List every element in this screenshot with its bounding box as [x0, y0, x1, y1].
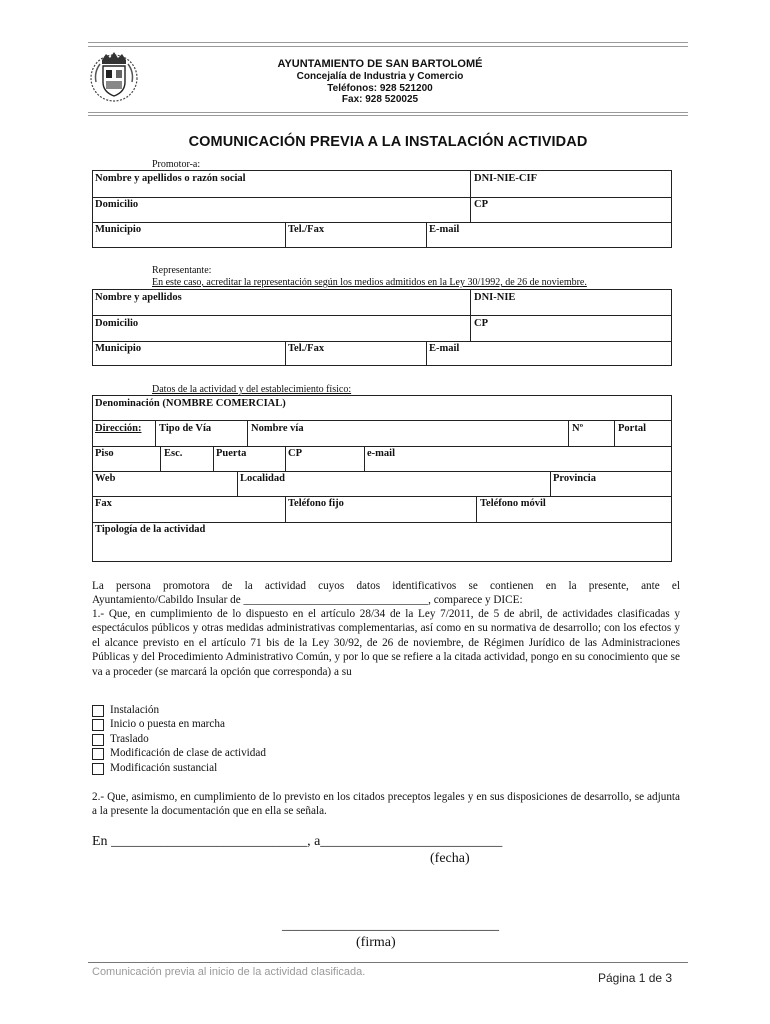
- page-title: COMUNICACIÓN PREVIA A LA INSTALACIÓN ACTIVIDAD: [188, 134, 588, 150]
- actividad-cp-field[interactable]: CP: [288, 448, 302, 459]
- representante-telfax-field[interactable]: Tel./Fax: [288, 343, 325, 354]
- promotor-city-field[interactable]: Municipio: [95, 224, 142, 235]
- firma-blank[interactable]: _______________________________: [282, 918, 499, 933]
- promotor-cp-field[interactable]: CP: [474, 199, 488, 210]
- org-name: AYUNTAMIENTO DE SAN BARTOLOMÉ: [277, 58, 483, 70]
- paragraph-1: 1.- Que, en cumplimiento de lo dispuesto en el artículo 28/34 de la Ley 7/2011, de 5 de abril, de actividades clasificadas y espectáculos públicos y otras medidas administrativas complementarias, así como en su normativa de desarrollo; con los efectos y el alcance previsto en el artículo 71 bis de la Ley 30/92, de 26 de noviembre, de Régimen Jurídico de las Administraciones Públicas y del Procedimiento Administrativo Común, y por lo que se refiere a la citada actividad, pongo en su conocimiento que se va a proceder (se marcará la opción que corresponda) a su: [92, 608, 680, 678]
- cabildo-blank[interactable]: _________________________________: [243, 594, 429, 606]
- fax: Fax: 928 520025: [341, 94, 419, 105]
- representante-cp-field[interactable]: CP: [474, 318, 488, 329]
- option-label: Traslado: [110, 732, 149, 745]
- option-checkbox[interactable]: [92, 705, 104, 717]
- body-line-2: [92, 593, 680, 607]
- actividad-email-field[interactable]: e-mail: [367, 448, 395, 459]
- option-checkbox[interactable]: [92, 763, 104, 775]
- page-number: Página 1 de 3: [598, 971, 673, 985]
- body-line-2-a: Ayuntamiento/Cabildo Insular de: [92, 594, 241, 606]
- comma-a-label: , a: [307, 834, 321, 849]
- body-line-1: La persona promotora de la actividad cuyos datos identificativos se contienen en la presente, ante el: [92, 580, 680, 592]
- denominacion-field[interactable]: Denominación (NOMBRE COMERCIAL): [95, 398, 286, 409]
- signature-place-line: [92, 834, 502, 850]
- place-blank[interactable]: ____________________________: [111, 834, 308, 849]
- direccion-label: Dirección:: [95, 423, 142, 434]
- representante-email-field[interactable]: E-mail: [429, 343, 460, 354]
- telefono-fijo-field[interactable]: Teléfono fijo: [288, 498, 344, 509]
- option-label: Inicio o puesta en marcha: [110, 718, 225, 731]
- promotor-email-field[interactable]: E-mail: [429, 224, 460, 235]
- fax-field[interactable]: Fax: [95, 498, 112, 509]
- representante-heading: Representante:: [152, 265, 212, 276]
- footer-rule: [88, 962, 688, 963]
- representante-address-field[interactable]: Domicilio: [95, 318, 139, 329]
- paragraph-2: 2.- Que, asimismo, en cumplimiento de lo previsto en los citados preceptos legales y en sus disposiciones de desarrollo, se adjunta a la presente la documentación que en ella se señala.: [92, 791, 680, 818]
- promotor-address-field[interactable]: Domicilio: [95, 199, 139, 210]
- header-rule-top: [88, 42, 688, 43]
- tipologia-field[interactable]: Tipología de la actividad: [95, 524, 206, 535]
- localidad-field[interactable]: Localidad: [240, 473, 285, 484]
- telefono-movil-field[interactable]: Teléfono móvil: [480, 498, 546, 509]
- footer-text: Comunicación previa al inicio de la actividad clasificada.: [92, 966, 366, 978]
- option-checkbox[interactable]: [92, 719, 104, 731]
- tipo-via-field[interactable]: Tipo de Vía: [159, 423, 212, 434]
- promotor-heading: Promotor-a:: [152, 159, 201, 170]
- option-label: Modificación de clase de actividad: [110, 747, 266, 760]
- department: Concejalía de Industria y Comercio: [296, 71, 464, 82]
- actividad-heading: Datos de la actividad y del establecimiento físico:: [152, 384, 352, 395]
- phones: Teléfonos: 928 521200: [327, 83, 433, 94]
- header-rule-top-inner: [88, 46, 688, 47]
- numero-field[interactable]: Nº: [572, 423, 584, 434]
- body-line-2-b: , comparece y DICE:: [428, 594, 523, 606]
- date-blank[interactable]: __________________________: [320, 834, 503, 849]
- option-checkbox[interactable]: [92, 748, 104, 760]
- web-field[interactable]: Web: [95, 473, 116, 484]
- representante-note: En este caso, acreditar la representación según los medios admitidos en la Ley 30/1992, de 26 de noviembre.: [152, 277, 587, 288]
- fecha-label: (fecha): [430, 851, 470, 866]
- option-label: Instalación: [110, 704, 160, 716]
- provincia-field[interactable]: Provincia: [553, 473, 596, 484]
- piso-field[interactable]: Piso: [95, 448, 114, 459]
- representante-id-field[interactable]: DNI-NIE: [474, 292, 516, 303]
- representante-name-field[interactable]: Nombre y apellidos: [95, 292, 182, 303]
- promotor-telfax-field[interactable]: Tel./Fax: [288, 224, 325, 235]
- puerta-field[interactable]: Puerta: [216, 448, 247, 459]
- nombre-via-field[interactable]: Nombre vía: [251, 423, 304, 434]
- option-checkbox[interactable]: [92, 734, 104, 746]
- header-rule-bottom-inner: [88, 115, 688, 116]
- header-rule-bottom: [88, 112, 688, 113]
- representante-city-field[interactable]: Municipio: [95, 343, 142, 354]
- portal-field[interactable]: Portal: [618, 423, 646, 434]
- promotor-name-field[interactable]: Nombre y apellidos o razón social: [95, 173, 246, 184]
- coat-of-arms-icon: [88, 48, 140, 106]
- promotor-id-field[interactable]: DNI-NIE-CIF: [474, 173, 537, 184]
- option-label: Modificación sustancial: [110, 761, 218, 774]
- esc-field[interactable]: Esc.: [164, 448, 183, 459]
- firma-label: (firma): [356, 935, 396, 950]
- en-label: En: [92, 834, 108, 849]
